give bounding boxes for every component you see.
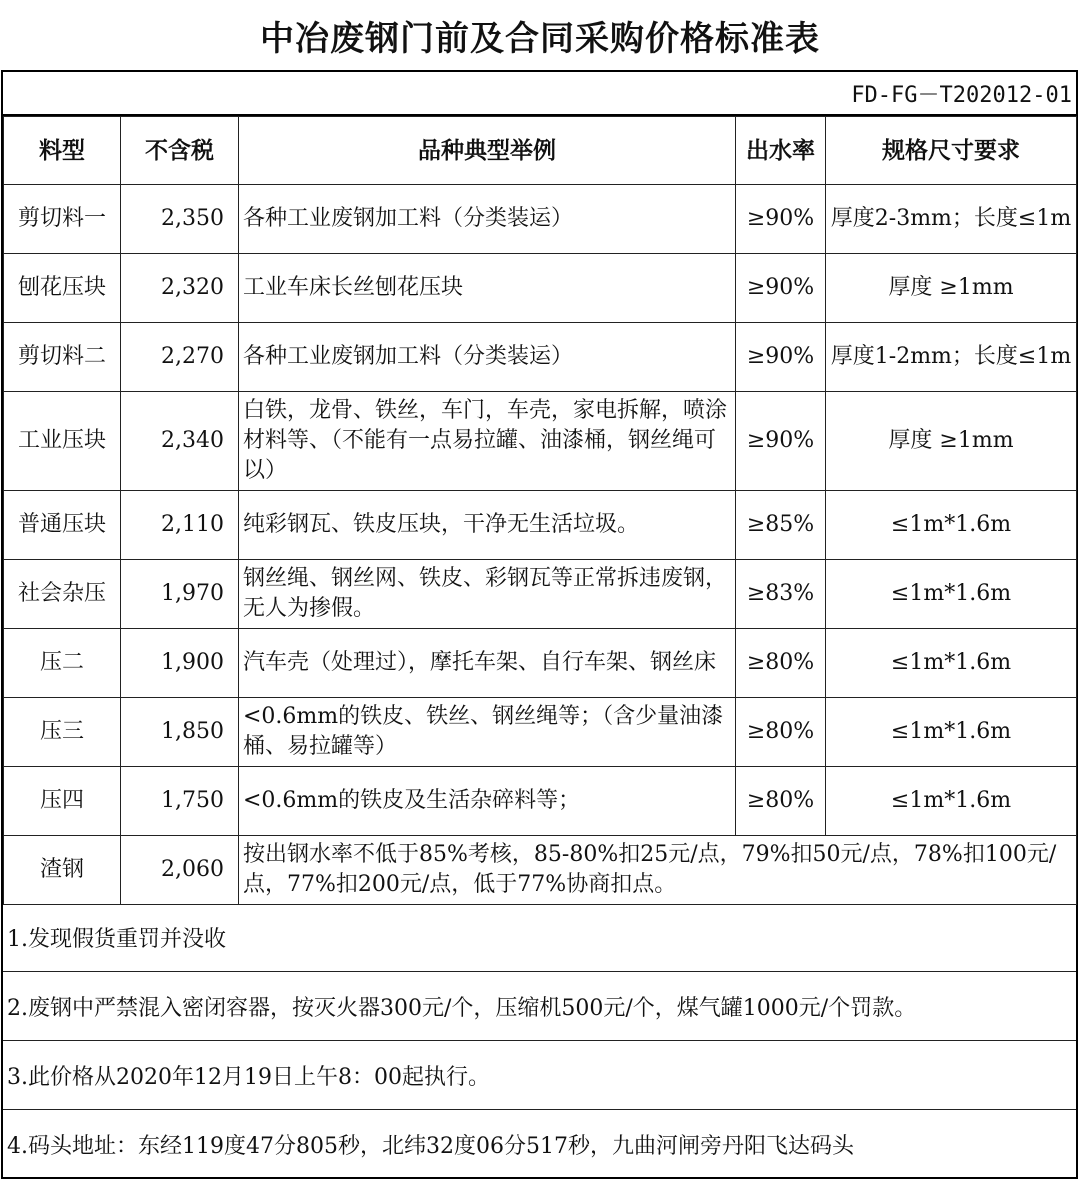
header-description: 品种典型举例 bbox=[239, 117, 736, 185]
table-row bbox=[4, 392, 1077, 491]
notes-section bbox=[3, 903, 1076, 1179]
cell-spec: ≤1m*1.6m bbox=[826, 698, 1077, 767]
price-table bbox=[3, 116, 1077, 905]
header-yield-rate: 出水率 bbox=[736, 117, 826, 185]
cell-spec: 厚度 ≥1mm bbox=[826, 254, 1077, 323]
header-type: 料型 bbox=[4, 117, 121, 185]
cell-spec: 厚度2-3mm；长度≤1m bbox=[826, 185, 1077, 254]
cell-price: 2,060 bbox=[121, 836, 239, 905]
cell-slag-rule: 按出钢水率不低于85%考核，85-80%扣25元/点，79%扣50元/点，78%扣100元/点，77%扣200元/点，低于77%协商扣点。 bbox=[239, 836, 1077, 905]
price-sheet bbox=[1, 70, 1078, 1179]
table-row bbox=[4, 629, 1077, 698]
cell-description: 各种工业废钢加工料（分类装运） bbox=[239, 323, 736, 392]
cell-spec: ≤1m*1.6m bbox=[826, 491, 1077, 560]
cell-type: 压三 bbox=[4, 698, 121, 767]
cell-description: 白铁，龙骨、铁丝，车门，车壳，家电拆解，喷涂材料等、（不能有一点易拉罐、油漆桶，钢丝绳可以） bbox=[239, 392, 736, 491]
cell-description: 各种工业废钢加工料（分类装运） bbox=[239, 185, 736, 254]
note-item: 1.发现假货重罚并没收 bbox=[3, 903, 1076, 972]
cell-yield-rate: ≥90% bbox=[736, 254, 826, 323]
cell-price: 2,340 bbox=[121, 392, 239, 491]
cell-spec: 厚度 ≥1mm bbox=[826, 392, 1077, 491]
table-row bbox=[4, 323, 1077, 392]
cell-price: 2,320 bbox=[121, 254, 239, 323]
cell-type: 压二 bbox=[4, 629, 121, 698]
cell-type: 工业压块 bbox=[4, 392, 121, 491]
cell-yield-rate: ≥90% bbox=[736, 323, 826, 392]
cell-price: 1,970 bbox=[121, 560, 239, 629]
cell-type: 渣钢 bbox=[4, 836, 121, 905]
table-row bbox=[4, 560, 1077, 629]
cell-yield-rate: ≥90% bbox=[736, 185, 826, 254]
cell-description: 工业车床长丝刨花压块 bbox=[239, 254, 736, 323]
page-title: 中冶废钢门前及合同采购价格标准表 bbox=[260, 18, 820, 59]
header-price: 不含税 bbox=[121, 117, 239, 185]
cell-price: 2,350 bbox=[121, 185, 239, 254]
header-spec: 规格尺寸要求 bbox=[826, 117, 1077, 185]
cell-yield-rate: ≥90% bbox=[736, 392, 826, 491]
cell-yield-rate: ≥85% bbox=[736, 491, 826, 560]
cell-description: 汽车壳（处理过），摩托车架、自行车架、钢丝床 bbox=[239, 629, 736, 698]
cell-type: 刨花压块 bbox=[4, 254, 121, 323]
cell-spec: 厚度1-2mm；长度≤1m bbox=[826, 323, 1077, 392]
note-item: 4.码头地址：东经119度47分805秒，北纬32度06分517秒，九曲河闸旁丹阳飞达码头 bbox=[7, 1134, 854, 1159]
cell-type: 压四 bbox=[4, 767, 121, 836]
cell-price: 2,270 bbox=[121, 323, 239, 392]
cell-yield-rate: ≥83% bbox=[736, 560, 826, 629]
table-row bbox=[4, 185, 1077, 254]
cell-type: 普通压块 bbox=[4, 491, 121, 560]
table-header-row bbox=[4, 117, 1077, 185]
cell-type: 社会杂压 bbox=[4, 560, 121, 629]
table-row bbox=[4, 767, 1077, 836]
cell-spec: ≤1m*1.6m bbox=[826, 767, 1077, 836]
table-row bbox=[4, 491, 1077, 560]
cell-type: 剪切料一 bbox=[4, 185, 121, 254]
note-item: 2.废钢中严禁混入密闭容器，按灭火器300元/个，压缩机500元/个，煤气罐1000元/个罚款。 bbox=[3, 972, 1076, 1041]
cell-price: 1,900 bbox=[121, 629, 239, 698]
cell-price: 2,110 bbox=[121, 491, 239, 560]
cell-type: 剪切料二 bbox=[4, 323, 121, 392]
cell-yield-rate: ≥80% bbox=[736, 767, 826, 836]
cell-yield-rate: ≥80% bbox=[736, 629, 826, 698]
cell-spec: ≤1m*1.6m bbox=[826, 560, 1077, 629]
cell-description: <0.6mm的铁皮、铁丝、钢丝绳等；（含少量油漆桶、易拉罐等） bbox=[239, 698, 736, 767]
table-row-slag bbox=[4, 836, 1077, 905]
cell-description: <0.6mm的铁皮及生活杂碎料等； bbox=[239, 767, 736, 836]
table-row bbox=[4, 698, 1077, 767]
document-code: FD-FG－T202012-01 bbox=[3, 72, 1076, 116]
cell-description: 纯彩钢瓦、铁皮压块，干净无生活垃圾。 bbox=[239, 491, 736, 560]
cell-description: 钢丝绳、钢丝网、铁皮、彩钢瓦等正常拆违废钢，无人为掺假。 bbox=[239, 560, 736, 629]
cell-price: 1,850 bbox=[121, 698, 239, 767]
note-item: 3.此价格从2020年12月19日上午8：00起执行。 bbox=[3, 1041, 1076, 1110]
cell-spec: ≤1m*1.6m bbox=[826, 629, 1077, 698]
table-row bbox=[4, 254, 1077, 323]
cell-price: 1,750 bbox=[121, 767, 239, 836]
cell-yield-rate: ≥80% bbox=[736, 698, 826, 767]
